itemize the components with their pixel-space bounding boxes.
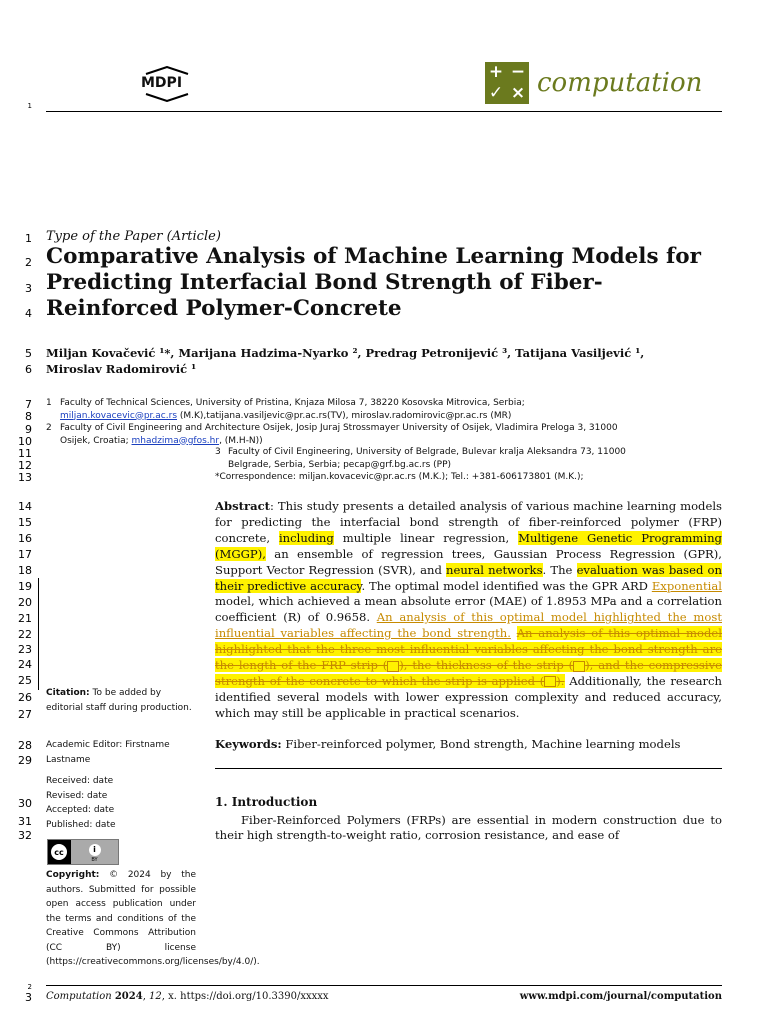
journal-logo bbox=[485, 62, 702, 104]
affiliation-1-number: 1 bbox=[46, 398, 52, 408]
footer-volume: 12 bbox=[149, 991, 162, 1002]
line-number: 17 bbox=[18, 548, 32, 561]
affiliation-2-text: Faculty of Civil Engineering and Architecture Osijek, Josip Juraj Strossmayer University of Osijek, Vladimira Preloga 3, 31000 bbox=[60, 423, 618, 433]
line-number: 27 bbox=[18, 708, 32, 721]
abstract-text: model, which achieved a mean absolute error (MAE) of 1.8953 MPa and a correlation coefficient (R) of 0.9658. bbox=[215, 594, 722, 625]
highlight: neural networks bbox=[446, 562, 543, 577]
keywords-rule bbox=[215, 768, 722, 769]
line-number: 18 bbox=[18, 564, 32, 577]
citation-label: Citation: bbox=[46, 688, 90, 698]
line-number: 28 bbox=[18, 739, 32, 752]
affiliation-3-text: Faculty of Civil Engineering, University of Belgrade, Bulevar kralja Aleksandra 73, 11000 bbox=[228, 447, 626, 457]
line-number: 5 bbox=[25, 347, 32, 360]
affiliation-2-number: 2 bbox=[46, 423, 52, 433]
abstract-text: Additionally, the research identified several models with lower expression complexity and reduced accuracy, which may still be applicable in practical scenarios. bbox=[215, 673, 722, 720]
authors-line-1: Miljan Kovačević ¹*, Marijana Hadzima-Nyarko ², Predrag Petronijević ³, Tatijana Vasiljević ¹, bbox=[46, 346, 645, 360]
journal-name: computation bbox=[537, 68, 703, 98]
tracked-insertion: Exponential bbox=[651, 578, 722, 593]
tracked-deletion: ), and the compressive strength of the concrete to which the strip is applied ( bbox=[215, 658, 722, 688]
line-number: 22 bbox=[18, 628, 32, 641]
affiliation-2-rest: , (M.H-N)) bbox=[219, 435, 263, 446]
attribution-icon: i bbox=[89, 844, 101, 856]
by-label: BY bbox=[91, 857, 98, 863]
line-number: 14 bbox=[18, 500, 32, 513]
authors-line-2: Miroslav Radomirović ¹ bbox=[46, 362, 197, 376]
keywords bbox=[215, 737, 680, 751]
abstract bbox=[215, 499, 722, 722]
line-number: 26 bbox=[18, 691, 32, 704]
tracked-deletion: An analysis of this optimal model highlighted that the three most influential variables affecting the bond strength are the length of the FRP strip ( bbox=[215, 626, 722, 673]
line-number: 3 bbox=[25, 991, 32, 1004]
affiliation-1-emails bbox=[60, 410, 720, 423]
author-list bbox=[46, 345, 726, 377]
published-date: Published: date bbox=[46, 819, 116, 830]
footer-citation: Computation 2024, 12, x. https://doi.org/10.3390/xxxxx bbox=[46, 991, 329, 1002]
line-number: 16 bbox=[18, 532, 32, 545]
minus-icon: − bbox=[510, 62, 526, 82]
line-number: 11 bbox=[18, 447, 32, 460]
abstract-text: : This study presents a detailed analysis of various machine learning models for predicting the interfacial bond strength of fiber-reinforced polymer (FRP) concrete, bbox=[215, 499, 722, 545]
line-number: 1 bbox=[25, 232, 32, 245]
tracked-insertion: An analysis of this optimal model highlighted the most influential variables affecting the bond strength. bbox=[215, 610, 722, 641]
line-number: 13 bbox=[18, 471, 32, 484]
footer-journal-url[interactable]: www.mdpi.com/journal/computation bbox=[519, 991, 722, 1002]
accepted-date: Accepted: date bbox=[46, 805, 115, 815]
affiliation-1 bbox=[60, 397, 720, 422]
change-bar bbox=[38, 578, 39, 690]
line-number: 1 bbox=[27, 102, 32, 110]
mdpi-logo-text: MDPI bbox=[141, 75, 183, 91]
equation-placeholder-icon bbox=[573, 658, 585, 672]
cc-icon: cc bbox=[51, 844, 67, 860]
keywords-label: Keywords: bbox=[215, 737, 282, 751]
keywords-text: Fiber-reinforced polymer, Bond strength, Machine learning models bbox=[281, 737, 681, 751]
tracked-deletion: ), the thickness of the strip ( bbox=[399, 658, 574, 673]
line-number: 19 bbox=[18, 580, 32, 593]
line-number: 15 bbox=[18, 516, 32, 529]
paper-title: Comparative Analysis of Machine Learning Models for Predicting Interfacial Bond Strength of Fiber-Reinforced Polymer-Concrete bbox=[46, 244, 701, 321]
abstract-text bbox=[511, 626, 517, 640]
line-number: 7 bbox=[25, 398, 32, 411]
affiliation-3-line2: Belgrade, Serbia, Serbia; pecap@grf.bg.ac.rs (PP) bbox=[228, 459, 452, 470]
line-number: 2 bbox=[25, 256, 32, 269]
line-number: 23 bbox=[18, 643, 32, 656]
line-number: 29 bbox=[18, 754, 32, 767]
header-rule bbox=[46, 111, 722, 112]
plus-icon: + bbox=[488, 62, 504, 82]
email-link[interactable]: mhadzima@gfos.hr bbox=[131, 435, 220, 446]
by-section bbox=[71, 840, 118, 864]
highlight: Multigene Genetic Programming (MGGP), bbox=[215, 530, 722, 561]
footer-journal: Computation bbox=[46, 991, 112, 1002]
line-number: 30 bbox=[18, 797, 32, 810]
times-icon: × bbox=[510, 83, 526, 103]
line-number: 32 bbox=[18, 829, 32, 842]
citation-note bbox=[46, 686, 196, 715]
line-number: 21 bbox=[18, 612, 32, 625]
highlight: evaluation was based on their predictive accuracy bbox=[215, 562, 722, 593]
line-number: 6 bbox=[25, 363, 32, 376]
affiliation-1-emails-rest: (M.K),tatijana.vasiljevic@pr.ac.rs(TV), miroslav.radomirovic@pr.ac.rs (MR) bbox=[177, 410, 512, 421]
affiliation-2-location: Osijek, Croatia; bbox=[60, 435, 132, 446]
line-number: 25 bbox=[18, 674, 32, 687]
received-date: Received: date bbox=[46, 776, 114, 786]
footer-rule bbox=[46, 985, 722, 986]
line-number: 4 bbox=[25, 307, 32, 320]
revised-date: Revised: date bbox=[46, 790, 108, 801]
correspondence: *Correspondence: miljan.kovacevic@pr.ac.rs (M.K.); Tel.: +381-606173801 (M.K.); bbox=[215, 472, 584, 482]
copyright-label: Copyright: bbox=[46, 870, 100, 880]
journal-icon bbox=[485, 62, 529, 104]
academic-editor: Academic Editor: Firstname Lastname bbox=[46, 740, 170, 765]
equation-placeholder-icon bbox=[387, 658, 399, 672]
affiliation-2 bbox=[60, 422, 722, 447]
highlight: including bbox=[278, 530, 334, 545]
intro-paragraph: Fiber-Reinforced Polymers (FRPs) are essential in modern construction due to their high strength-to-weight ratio, corrosion resistance, and ease of bbox=[215, 813, 722, 842]
cc-by-license-badge[interactable] bbox=[47, 839, 119, 865]
footer-year: 2024 bbox=[114, 991, 143, 1002]
affiliation-1-text: Faculty of Technical Sciences, University of Pristina, Knjaza Milosa 7, 38220 Kosovska Mitrovica, Serbia; bbox=[60, 398, 525, 408]
line-number: 9 bbox=[25, 423, 32, 436]
affiliation-3-number: 3 bbox=[215, 447, 221, 457]
line-number: 31 bbox=[18, 815, 32, 828]
dates bbox=[46, 774, 196, 832]
line-number: 3 bbox=[25, 282, 32, 295]
abstract-text: an ensemble of regression trees, Gaussian Process Regression (GPR), Support Vector Regression (SVR), and bbox=[215, 546, 722, 577]
copyright-notice bbox=[46, 868, 260, 970]
abstract-text: . The optimal model identified was the GPR ARD bbox=[361, 578, 652, 593]
section-heading: 1. Introduction bbox=[215, 795, 318, 809]
citation-text: To be added by editorial staff during production. bbox=[46, 688, 192, 713]
abstract-text: . The bbox=[542, 562, 577, 577]
abstract-label: Abstract bbox=[215, 499, 271, 513]
equation-placeholder-icon bbox=[544, 674, 556, 688]
affiliation-3 bbox=[228, 446, 722, 471]
article-type: Type of the Paper (Article) bbox=[46, 229, 221, 244]
tracked-deletion: ). bbox=[556, 673, 565, 688]
abstract-text: multiple linear regression, bbox=[333, 530, 519, 545]
email-link[interactable]: miljan.kovacevic@pr.ac.rs bbox=[60, 410, 178, 421]
line-number: 10 bbox=[18, 435, 32, 448]
line-number: 20 bbox=[18, 596, 32, 609]
footer-doi[interactable]: , x. https://doi.org/10.3390/xxxxx bbox=[161, 991, 329, 1002]
line-number: 8 bbox=[25, 410, 32, 423]
line-number: 24 bbox=[18, 658, 32, 671]
line-number: 2 bbox=[27, 983, 32, 991]
line-number: 12 bbox=[18, 459, 32, 472]
check-icon: ✓ bbox=[488, 83, 504, 103]
copyright-text: © 2024 by the authors. Submitted for possible open access publication under the terms and conditions of the Creative Commons Attribution (CC BY) license (https://creativecommons.org/licenses/by/4.0/). bbox=[46, 870, 260, 967]
mdpi-logo bbox=[138, 66, 196, 106]
